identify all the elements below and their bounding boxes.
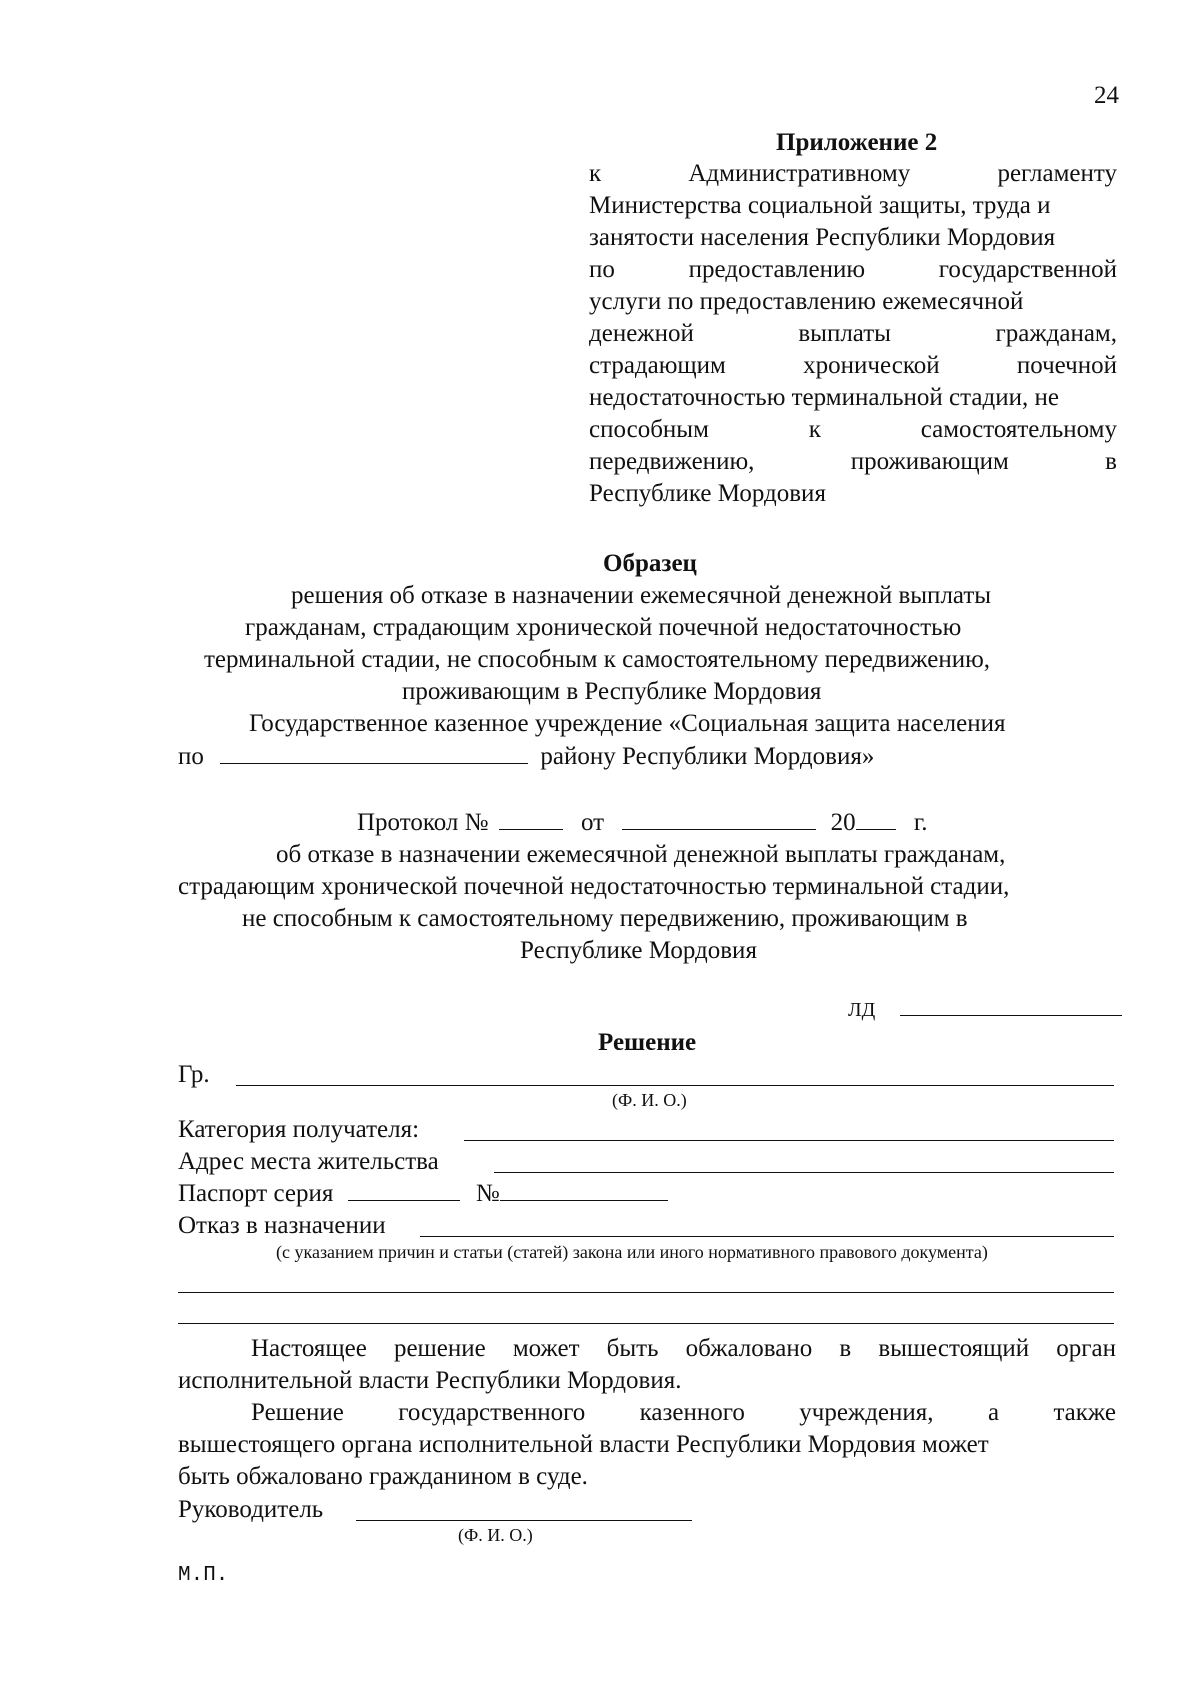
appendix-word: к xyxy=(589,160,602,187)
head-signature-blank[interactable] xyxy=(356,1520,692,1521)
appeal-2-line-3: быть обжаловано гражданином в суде. xyxy=(178,1463,588,1490)
appeal-2-line-2: вышестоящего органа исполнительной власти Республики Мордовия может xyxy=(178,1431,989,1458)
ld-label: ЛД xyxy=(848,999,876,1021)
appendix-word: почечной xyxy=(1016,352,1117,379)
appendix-word: передвижению, xyxy=(589,448,755,475)
appendix-line xyxy=(589,158,1117,190)
protocol-desc-3: не способным к самостоятельному передвижению, проживающим в xyxy=(242,905,968,932)
appendix-word: к xyxy=(808,416,821,443)
page-number: 24 xyxy=(1094,82,1119,109)
appendix-word: по xyxy=(589,256,615,283)
protocol-label: Протокол № xyxy=(357,809,489,836)
appeal-word: Настоящее xyxy=(251,1335,367,1362)
appendix-word: денежной xyxy=(589,320,694,347)
appeal-word: государственного xyxy=(398,1399,586,1426)
appendix-line xyxy=(589,254,1117,286)
refusal-caption: (с указанием причин и статьи (статей) закона или иного нормативного правового документа) xyxy=(276,1242,988,1262)
district-suffix: району Республики Мордовия» xyxy=(540,743,875,770)
refusal-extra-line-1[interactable] xyxy=(178,1292,1114,1293)
passport-number-blank[interactable] xyxy=(500,1178,668,1201)
protocol-year-blank[interactable] xyxy=(856,807,896,830)
appeal-word: в xyxy=(839,1335,852,1362)
protocol-number-blank[interactable] xyxy=(499,807,563,830)
decision-title: Решение xyxy=(598,1029,697,1056)
address-blank[interactable] xyxy=(494,1172,1114,1173)
appeal-1-line-1 xyxy=(251,1333,1116,1365)
appendix-line xyxy=(589,286,1117,318)
refusal-label: Отказ в назначении xyxy=(178,1212,386,1239)
district-prefix: по xyxy=(178,743,204,770)
appendix-word: государственной xyxy=(938,256,1117,283)
appendix-word: недостаточностью терминальной стадии, не xyxy=(589,384,1059,411)
appendix-word: Министерства социальной защиты, труда и xyxy=(589,192,1051,219)
appendix-word: проживающим xyxy=(850,448,1009,475)
appendix-word: гражданам, xyxy=(995,320,1117,347)
appendix-word: Административному xyxy=(688,160,911,187)
appeal-word: может xyxy=(512,1335,580,1362)
appendix-word: в xyxy=(1105,448,1117,475)
citizen-label: Гр. xyxy=(178,1061,210,1088)
sample-title: Образец xyxy=(603,550,697,577)
passport-series-blank[interactable] xyxy=(348,1178,460,1201)
appendix-word: способным xyxy=(589,416,709,443)
protocol-year-suffix: г. xyxy=(913,809,928,836)
appendix-line xyxy=(589,382,1117,414)
passport-line xyxy=(178,1178,668,1210)
sample-line-1: решения об отказе в назначении ежемесячной денежной выплаты xyxy=(291,582,992,609)
district-blank[interactable] xyxy=(220,741,528,764)
appeal-word: быть xyxy=(606,1335,659,1362)
appeal-word: учреждения, xyxy=(799,1399,934,1426)
appendix-word: выплаты xyxy=(798,320,891,347)
category-blank[interactable] xyxy=(464,1140,1114,1141)
appendix-line xyxy=(589,350,1117,382)
appendix-word: страдающим xyxy=(589,352,726,379)
appendix-word: занятости населения Республики Мордовия xyxy=(589,224,1056,251)
appendix-word: Республике Мордовия xyxy=(589,480,826,507)
appendix-title: Приложение 2 xyxy=(776,129,938,156)
appeal-word: решение xyxy=(393,1335,486,1362)
protocol-desc-2: страдающим хронической почечной недостаточностью терминальной стадии, xyxy=(178,873,1010,900)
stamp-label: М.П. xyxy=(178,1564,229,1587)
passport-number-label: № xyxy=(475,1180,500,1207)
sample-line-2: гражданам, страдающим хронической почечной недостаточностью xyxy=(245,614,962,641)
appeal-word: а xyxy=(987,1399,1000,1426)
appeal-2-line-1 xyxy=(251,1397,1116,1429)
protocol-line xyxy=(357,807,928,839)
appeal-word: вышестоящий xyxy=(878,1335,1030,1362)
appendix-word: хронической xyxy=(803,352,940,379)
appeal-word: обжаловано xyxy=(685,1335,813,1362)
appendix-line xyxy=(589,414,1117,446)
appendix-line xyxy=(589,446,1117,478)
protocol-date-blank[interactable] xyxy=(622,807,816,830)
category-label: Категория получателя: xyxy=(178,1116,420,1143)
appeal-word: казенного xyxy=(639,1399,745,1426)
appeal-1-line-2: исполнительной власти Республики Мордовия. xyxy=(178,1367,682,1394)
district-line xyxy=(178,741,874,773)
citizen-blank[interactable] xyxy=(236,1085,1114,1086)
ld-line xyxy=(848,994,1122,1026)
sample-line-4: проживающим в Республике Мордовия xyxy=(402,678,822,705)
protocol-desc-4: Республике Мордовия xyxy=(520,937,757,964)
protocol-from: от xyxy=(580,809,605,836)
head-label: Руководитель xyxy=(178,1496,324,1523)
passport-label: Паспорт серия xyxy=(178,1180,334,1207)
appeal-word: орган xyxy=(1056,1335,1116,1362)
appendix-word: регламенту xyxy=(997,160,1117,187)
appendix-line xyxy=(589,478,1117,510)
appendix-word: самостоятельному xyxy=(920,416,1117,443)
appeal-word: также xyxy=(1053,1399,1116,1426)
citizen-caption: (Ф. И. О.) xyxy=(612,1090,687,1110)
protocol-year-prefix: 20 xyxy=(830,809,856,836)
appeal-word: Решение xyxy=(251,1399,344,1426)
address-label: Адрес места жительства xyxy=(178,1148,439,1175)
refusal-extra-line-2[interactable] xyxy=(178,1323,1114,1324)
appendix-line xyxy=(589,222,1117,254)
ld-blank[interactable] xyxy=(900,997,1122,1016)
protocol-desc-1: об отказе в назначении ежемесячной денежной выплаты гражданам, xyxy=(276,841,1006,868)
sample-line-3: терминальной стадии, не способным к самостоятельному передвижению, xyxy=(204,646,990,673)
refusal-blank[interactable] xyxy=(420,1236,1114,1237)
head-caption: (Ф. И. О.) xyxy=(458,1525,533,1545)
appendix-word: предоставлению xyxy=(688,256,866,283)
appendix-line xyxy=(589,318,1117,350)
appendix-text xyxy=(589,158,1117,510)
appendix-word: услуги по предоставлению ежемесячной xyxy=(589,288,1024,315)
appendix-line xyxy=(589,190,1117,222)
sample-line-5: Государственное казенное учреждение «Социальная защита населения xyxy=(249,710,1006,737)
